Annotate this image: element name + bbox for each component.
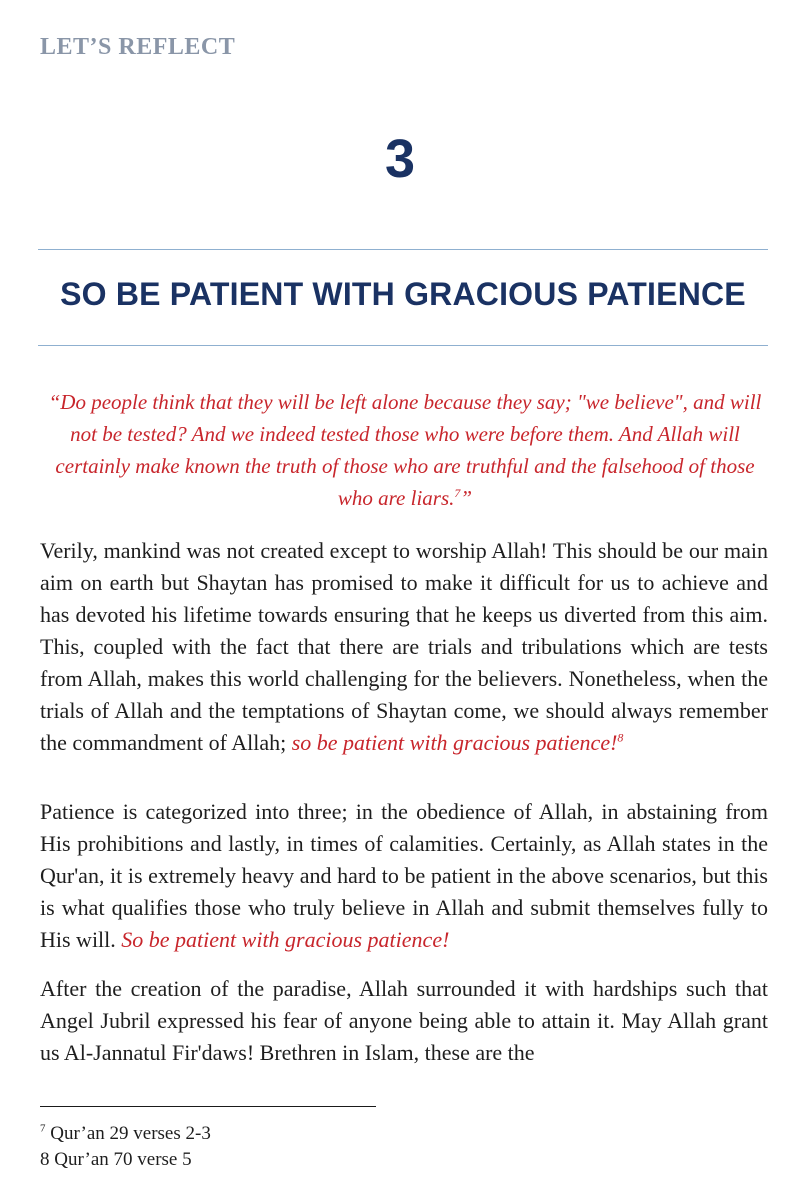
paragraph-2-emphasis: So be patient with gracious patience! — [121, 927, 450, 952]
epigraph-footnote-mark: 7 — [454, 486, 461, 500]
chapter-title: SO BE PATIENT WITH GRACIOUS PATIENCE — [60, 276, 746, 312]
paragraph-3 — [40, 973, 768, 1069]
footnote-7-text: Qur’an 29 verses 2-3 — [45, 1123, 211, 1144]
footnote-7-mark: 7 — [40, 1122, 46, 1135]
footnote-separator — [40, 1106, 376, 1107]
epigraph-text: “Do people think that they will be left alone because they say; "we believe", and will not be tested? And we indeed tested those who were before them. And Allah will certainly make known the truth of those who are truthful and the falsehood of those who are liars. — [48, 390, 762, 510]
paragraph-2 — [40, 796, 768, 956]
footnotes — [40, 1121, 211, 1173]
title-top-rule — [38, 249, 768, 250]
running-head: LET’S REFLECT — [40, 34, 236, 60]
paragraph-2-text: Patience is categorized into three; in the obedience of Allah, in abstaining from His prohibitions and lastly, in times of calamities. Certainly, as Allah states in the Qur'an, it is extremely heavy and hard to be patient in the above scenarios, but this is what qualifies those who truly believe in Allah and submit themselves fully to His will. — [40, 799, 768, 952]
paragraph-3-text: After the creation of the paradise, Allah surrounded it with hardships such that Angel Jubril expressed his fear of anyone being able to attain it. May Allah grant us Al-Jannatul Fir'daws! Brethren in Islam, these are the — [40, 976, 768, 1065]
footnote-7 — [40, 1121, 211, 1147]
paragraph-1-text: Verily, mankind was not created except to worship Allah! This should be our main aim on earth but Shaytan has promised to make it difficult for us to achieve and has devoted his lifetime towards ensuring that he keeps us diverted from this aim. This, coupled with the fact that there are trials and tribulations which are tests from Allah, makes this world challenging for the believers. Nonetheless, when the trials of Allah and the temptations of Shaytan come, we should always remember the commandment of Allah; — [40, 538, 768, 755]
title-bottom-rule — [38, 345, 768, 346]
paragraph-1-emphasis: so be patient with gracious patience! — [291, 730, 618, 755]
chapter-number: 3 — [384, 129, 416, 189]
epigraph-quote — [44, 386, 766, 514]
paragraph-1 — [40, 535, 768, 759]
footnote-8: 8 Qur’an 70 verse 5 — [40, 1149, 192, 1170]
paragraph-1-footnote-mark: 8 — [617, 730, 624, 745]
epigraph-closing-quote: ” — [460, 486, 473, 510]
